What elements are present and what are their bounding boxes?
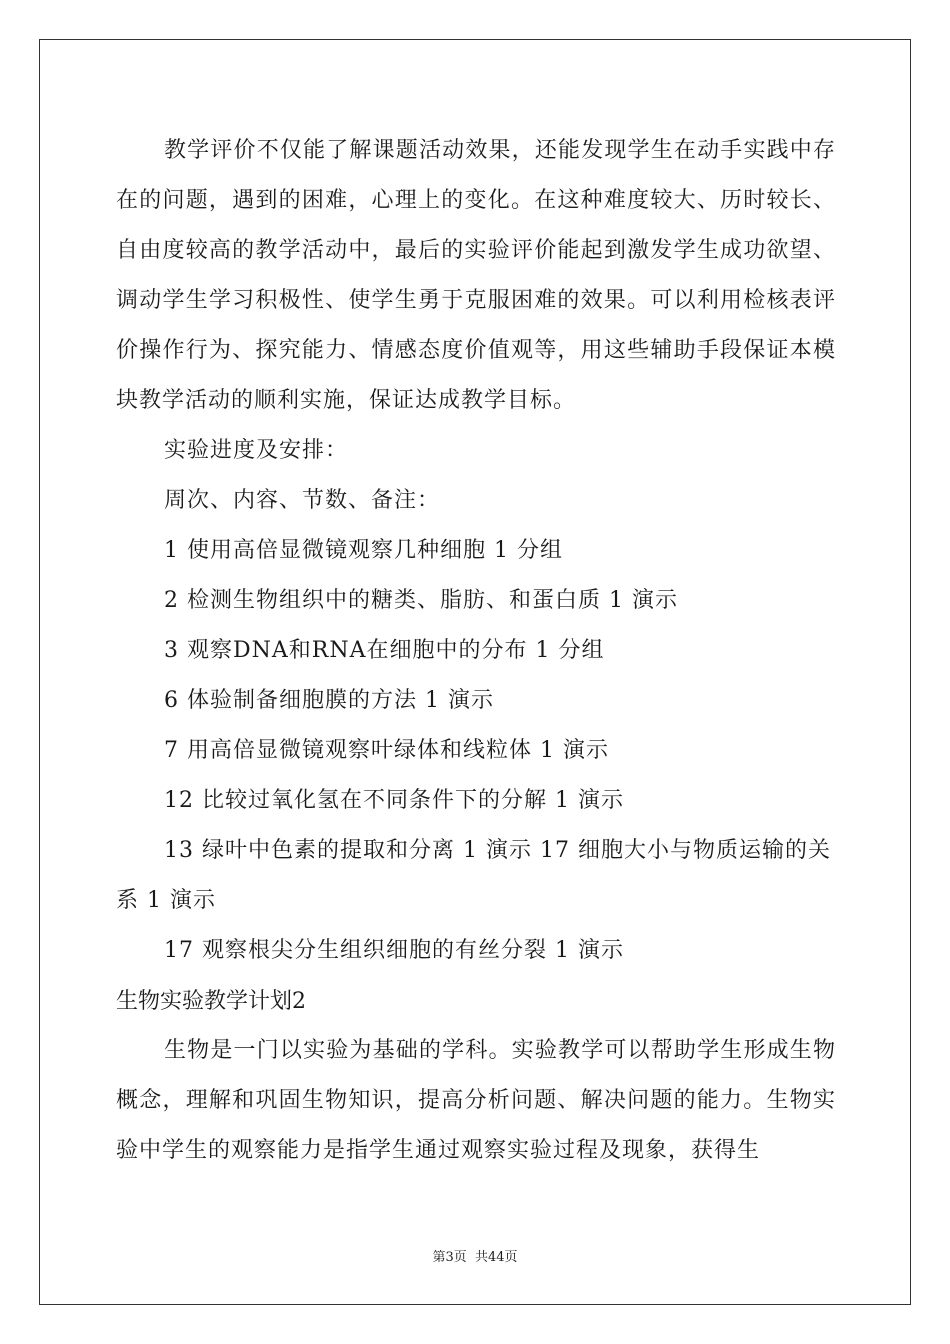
paragraph: 教学评价不仅能了解课题活动效果，还能发现学生在动手实践中存在的问题，遇到的困难，心理上的变化。在这种难度较大、历时较长、自由度较高的教学活动中，最后的实验评价能起到激发学生成功欲望、调动学生学习积极性、使学生勇于克服困难的效果。可以利用检核表评价操作行为、探究能力、情感态度价值观等，用这些辅助手段保证本模块教学活动的顺利实施，保证达成教学目标。: [116, 138, 836, 413]
schedule-columns: 周次、内容、节数、备注：: [164, 488, 441, 513]
schedule-item: 13 绿叶中色素的提取和分离 1 演示 17 细胞大小与物质运输的关系 1 演示: [116, 838, 831, 913]
schedule-item: 6 体验制备细胞膜的方法 1 演示: [164, 688, 494, 713]
schedule-item: 7 用高倍显微镜观察叶绿体和线粒体 1 演示: [164, 738, 609, 763]
page-total: 共44页: [474, 1250, 518, 1265]
page-footer: [0, 1246, 950, 1265]
schedule-item: 12 比较过氧化氢在不同条件下的分解 1 演示: [164, 788, 624, 813]
schedule-title: 实验进度及安排：: [164, 438, 349, 463]
paragraph: 生物是一门以实验为基础的学科。实验教学可以帮助学生形成生物概念，理解和巩固生物知识，提高分析问题、解决问题的能力。生物实验中学生的观察能力是指学生通过观察实验过程及现象，获得生: [116, 1038, 836, 1163]
document-body: [116, 126, 836, 1176]
schedule-item: 2 检测生物组织中的糖类、脂肪、和蛋白质 1 演示: [164, 588, 678, 613]
page-number: 第3页: [432, 1250, 467, 1265]
section-heading: 生物实验教学计划2: [116, 989, 306, 1014]
schedule-item: 3 观察DNA和RNA在细胞中的分布 1 分组: [164, 638, 605, 663]
schedule-item: 17 观察根尖分生组织细胞的有丝分裂 1 演示: [164, 938, 624, 963]
schedule-item: 1 使用高倍显微镜观察几种细胞 1 分组: [164, 538, 563, 563]
